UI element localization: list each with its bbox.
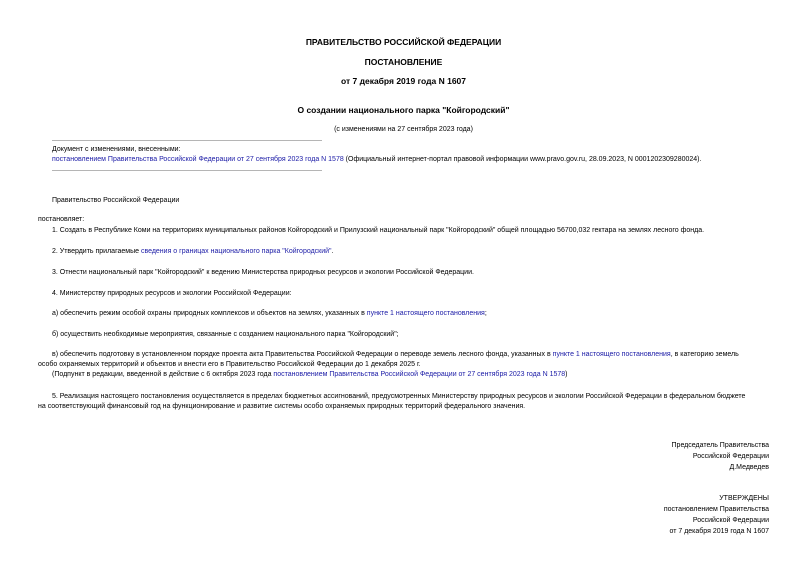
- signature-organization: Российской Федерации: [692, 453, 769, 460]
- amendment-source: (Официальный интернет-портал правовой информации www.pravo.gov.ru, 28.09.2023, N 0001202309280024).: [343, 156, 702, 163]
- amendment-link[interactable]: постановлением Правительства Российской Федерации от 27 сентября 2023 года N 1578: [52, 156, 344, 163]
- paragraph-5-line2: на соответствующий финансовый год на функционирование и развитие системы особо охраняемых природных территорий федерального значения.: [38, 403, 526, 410]
- document-date-number: от 7 декабря 2019 года N 1607: [340, 76, 467, 86]
- approved-line-3: Российской Федерации: [692, 517, 769, 524]
- borders-info-link[interactable]: сведения о границах национального парка "Койгородский": [140, 248, 332, 255]
- paragraph-4: 4. Министерству природных ресурсов и экологии Российской Федерации:: [52, 290, 292, 297]
- paragraph-3: 3. Отнести национальный парк "Койгородский" к ведению Министерства природных ресурсов и экологии Российской Федерации.: [52, 269, 474, 276]
- changes-top-divider: [52, 140, 322, 141]
- paragraph-4a: [52, 309, 487, 318]
- approved-line-2: постановлением Правительства: [663, 506, 769, 513]
- approved-line-4: от 7 декабря 2019 года N 1607: [669, 528, 769, 535]
- signature-name: Д.Медведев: [729, 464, 769, 471]
- point-1-link-a[interactable]: пункте 1 настоящего постановления: [366, 310, 485, 317]
- changes-line: [52, 155, 701, 164]
- approved-heading: УТВЕРЖДЕНЫ: [719, 495, 769, 502]
- signature-position: Председатель Правительства: [671, 442, 769, 449]
- paragraph-4a-end: ;: [484, 310, 487, 317]
- paragraph-4c-text: в) обеспечить подготовку в установленном порядке проекта акта Правительства Российской Федерации о переводе земель лесного фонда, указанных в: [52, 351, 553, 358]
- body-resolves: постановляет:: [38, 216, 85, 223]
- document-type: ПОСТАНОВЛЕНИЕ: [364, 57, 443, 67]
- paragraph-4c: [52, 350, 739, 359]
- note-text: (Подпункт в редакции, введенной в действие с 6 октября 2023 года: [52, 371, 274, 378]
- paragraph-5-line1: 5. Реализация настоящего постановления осуществляется в пределах бюджетных ассигнований, предусмотренных Министерству природных ресурсов и экологии Российской Федерации в федеральном бюджете: [52, 393, 746, 400]
- revision-note: (с изменениями на 27 сентября 2023 года): [334, 126, 473, 133]
- paragraph-4c-end: , в категорию земель: [670, 351, 739, 358]
- document-title: О создании национального парка "Койгородский": [297, 105, 510, 115]
- changes-label: Документ с изменениями, внесенными:: [52, 146, 181, 153]
- note-amendment-link[interactable]: постановлением Правительства Российской Федерации от 27 сентября 2023 года N 1578: [273, 371, 566, 378]
- paragraph-2-text: 2. Утвердить прилагаемые: [52, 248, 141, 255]
- paragraph-2: [52, 247, 334, 256]
- body-government: Правительство Российской Федерации: [52, 197, 180, 204]
- changes-bottom-divider: [52, 170, 322, 171]
- paragraph-4a-text: а) обеспечить режим особой охраны природных комплексов и объектов на землях, указанных в: [52, 310, 367, 317]
- paragraph-1: 1. Создать в Республике Коми на территориях муниципальных районов Койгородский и Прилузский национальный парк "Койгородский" общей площадью 56700,032 гектара на землях лесного фонда.: [52, 227, 705, 234]
- note-end: ): [565, 371, 568, 378]
- point-1-link-c[interactable]: пункте 1 настоящего постановления: [552, 351, 671, 358]
- paragraph-2-end: .: [331, 248, 334, 255]
- paragraph-4b: б) осуществить необходимые мероприятия, связанные с созданием национального парка "Койгородский";: [52, 331, 399, 338]
- paragraph-4c-line2: особо охраняемых территорий и объектов и внести его в Правительство Российской Федерации до 1 декабря 2025 г.: [38, 361, 421, 368]
- government-heading: ПРАВИТЕЛЬСТВО РОССИЙСКОЙ ФЕДЕРАЦИИ: [305, 37, 502, 47]
- paragraph-4c-note: [52, 370, 568, 379]
